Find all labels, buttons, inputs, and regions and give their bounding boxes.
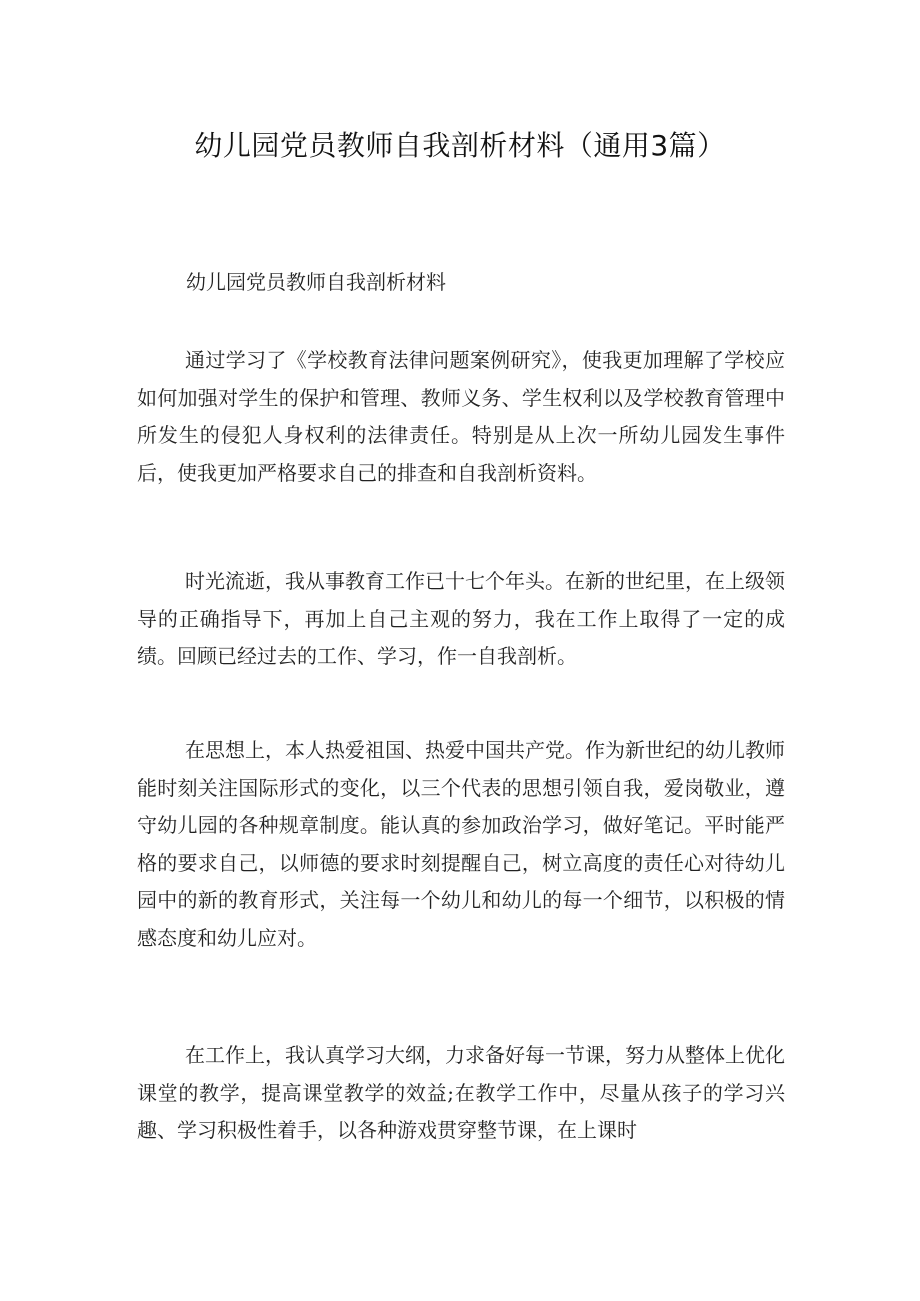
paragraph-1: 通过学习了《学校教育法律问题案例研究》，使我更加理解了学校应如何加强对学生的保护和管理、教师义务、学生权利以及学校教育管理中所发生的侵犯人身权利的法律责任。特别是从上次一所幼儿园发生事件后，使我更加严格要求自己的排查和自我剖析资料。 bbox=[137, 348, 785, 485]
section-heading: 幼儿园党员教师自我剖析材料 bbox=[186, 270, 446, 294]
paragraph-4: 在工作上，我认真学习大纲，力求备好每一节课，努力从整体上优化课堂的教学，提高课堂教学的效益;在教学工作中，尽量从孩子的学习兴趣、学习积极性着手，以各种游戏贯穿整节课，在上课时 bbox=[137, 1043, 785, 1143]
document-title: 幼儿园党员教师自我剖析材料（通用3篇） bbox=[194, 129, 726, 162]
paragraph-3: 在思想上，本人热爱祖国、热爱中国共产党。作为新世纪的幼儿教师能时刻关注国际形式的变化，以三个代表的思想引领自我，爱岗敬业，遵守幼儿园的各种规章制度。能认真的参加政治学习，做好笔记。平时能严格的要求自己，以师德的要求时刻提醒自己，树立高度的责任心对待幼儿园中的新的教育形式，关注每一个幼儿和幼儿的每一个细节，以积极的情感态度和幼儿应对。 bbox=[137, 738, 785, 950]
paragraph-2: 时光流逝，我从事教育工作已十七个年头。在新的世纪里，在上级领导的正确指导下，再加上自己主观的努力，我在工作上取得了一定的成绩。回顾已经过去的工作、学习，作一自我剖析。 bbox=[137, 569, 785, 669]
